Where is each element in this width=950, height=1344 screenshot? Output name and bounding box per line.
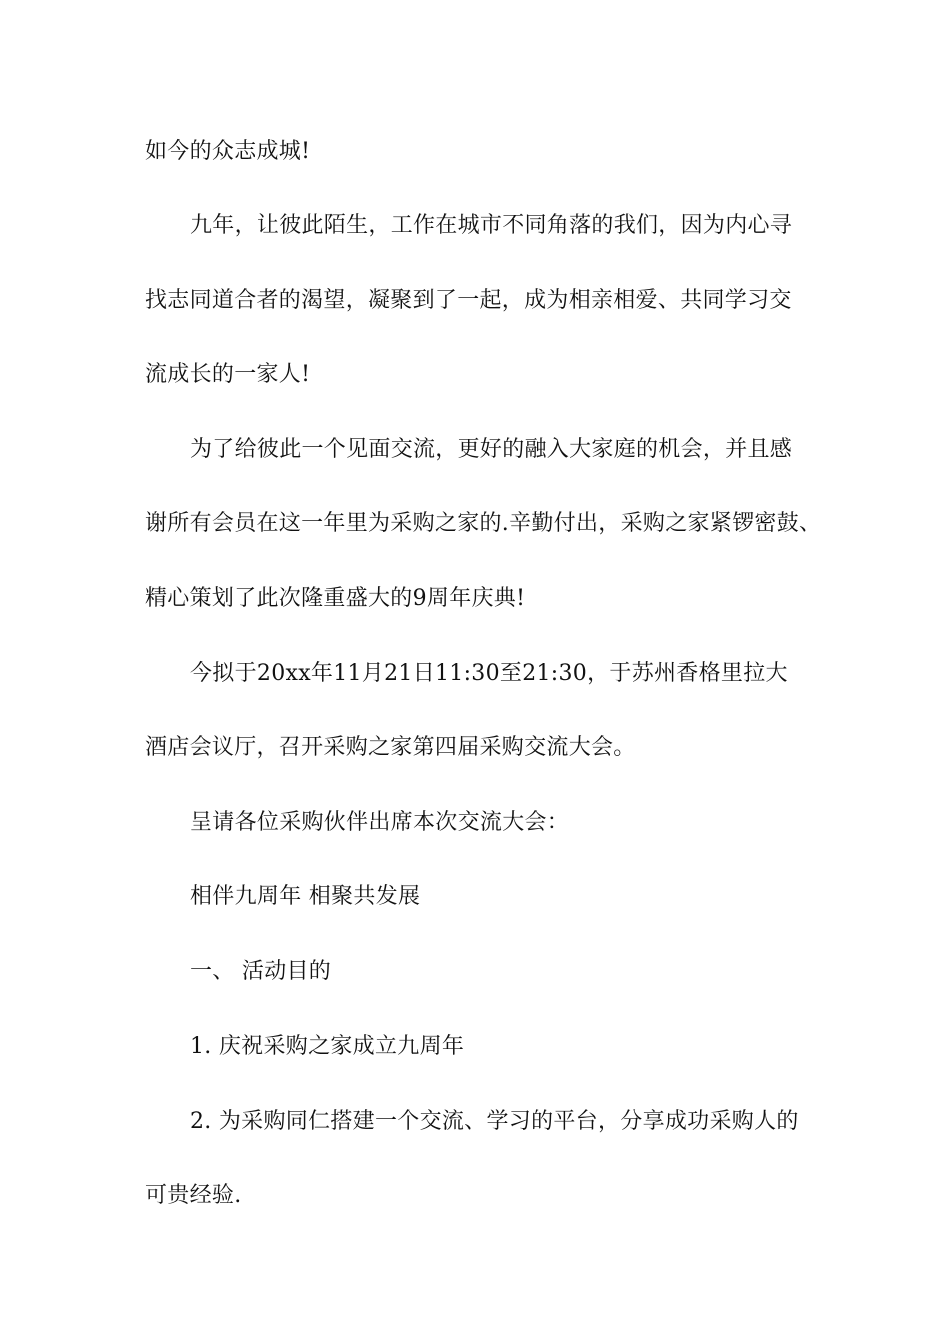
list-item: 1. 庆祝采购之家成立九周年	[190, 1034, 465, 1059]
paragraph-line: 酒店会议厅，召开采购之家第四届采购交流大会。	[145, 735, 636, 760]
paragraph-line: 为了给彼此一个见面交流，更好的融入大家庭的机会，并且感	[190, 437, 793, 462]
paragraph-line: 流成长的一家人!	[145, 362, 311, 387]
paragraph-line: 如今的众志成城!	[145, 139, 311, 164]
section-heading: 一、 活动目的	[190, 959, 332, 984]
paragraph-line: 呈请各位采购伙伴出席本次交流大会：	[190, 810, 570, 835]
paragraph-line: 相伴九周年 相聚共发展	[190, 884, 421, 909]
paragraph-line: 可贵经验.	[145, 1183, 242, 1208]
paragraph-line: 九年，让彼此陌生，工作在城市不同角落的我们，因为内心寻	[190, 213, 793, 238]
list-item: 2. 为采购同仁搭建一个交流、学习的平台，分享成功采购人的	[190, 1109, 799, 1134]
paragraph-line: 谢所有会员在这一年里为采购之家的.辛勤付出，采购之家紧锣密鼓、	[145, 511, 822, 536]
paragraph-line: 今拟于20xx年11月21日11:30至21:30，于苏州香格里拉大	[190, 661, 788, 686]
paragraph-line: 找志同道合者的渴望，凝聚到了一起，成为相亲相爱、共同学习交	[145, 288, 792, 313]
paragraph-line: 精心策划了此次隆重盛大的9周年庆典!	[145, 586, 526, 611]
